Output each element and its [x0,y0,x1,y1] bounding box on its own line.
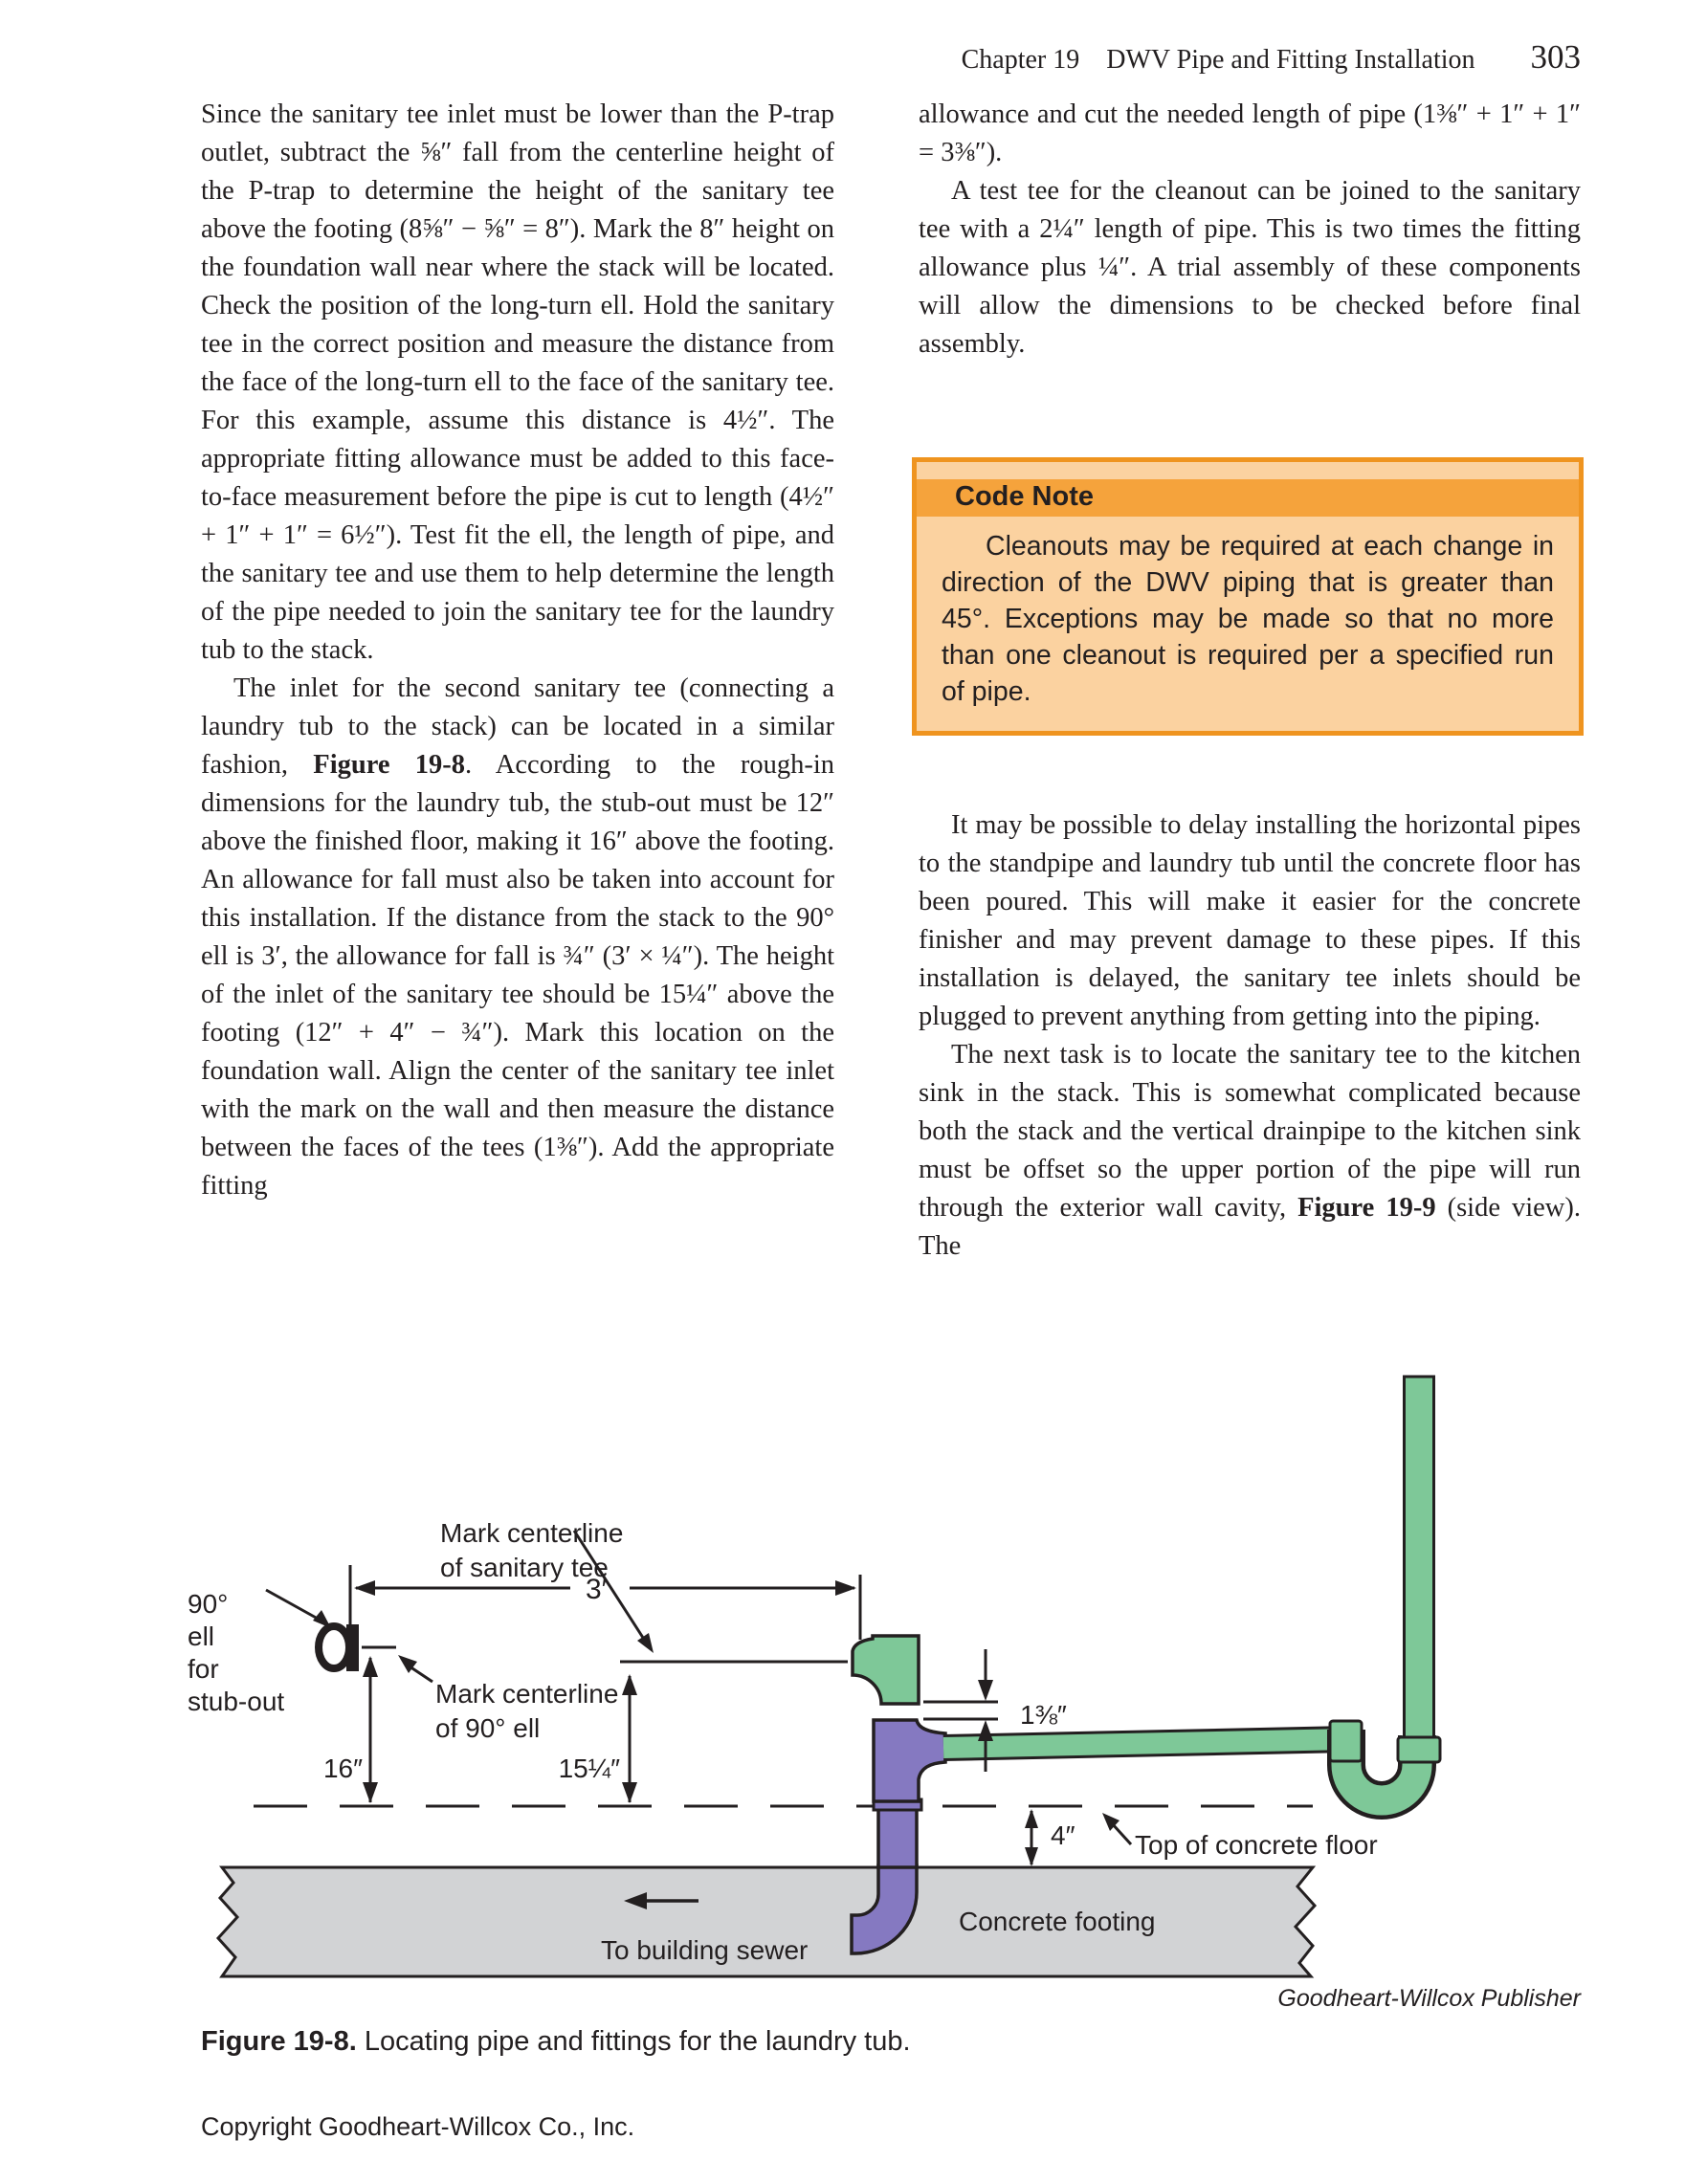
horizontal-pipe-shape [943,1739,1349,1748]
mark-tee-label: of sanitary tee [440,1553,609,1582]
top-of-floor-label: Top of concrete floor [1135,1830,1378,1860]
arrowhead-down-icon [622,1782,637,1803]
arrowhead-down-icon [978,1680,993,1701]
figure-credit: Goodheart-Willcox Publisher [1277,1985,1581,2012]
running-header [201,38,1581,77]
arrowhead-icon [637,1633,654,1653]
paragraph: It may be possible to delay installing the horizontal pipes to the standpipe and laundry tub until the concrete floor has been poured. This will make it easier for the concrete finisher and may prevent damage to these pipes. If this installation is delayed, the sanitary tee inlets should be plugged to prevent anything from getting into the piping. [919,810,1581,1031]
paragraph: Since the sanitary tee inlet must be lower than the P-trap outlet, subtract the ⅝″ fall from the centerline height of the P-trap to determine the height of the sanitary tee above the footing (8⅝″ − ⅝″ = 8″). Mark the 8″ height on the foundation wall near where the stack will be located. Check the position of the long-turn ell. Hold the sanitary tee in the correct position and measure the distance from the face of the long-turn ell to the face of the sanitary tee. For this example, assume this distance is 4½″. The appropriate fitting allowance must be added to this face-to-face measurement before the pipe is cut to length (4½″ + 1″ + 1″ = 6½″). Test fit the ell, the length of pipe, and the sanitary tee and use them to help determine the length of the pipe needed to join the sanitary tee for the laundry tub to the stack. [201,99,834,665]
dim-4-label: 4″ [1051,1820,1075,1850]
left-column [201,96,834,1205]
arrowhead-up-icon [622,1674,637,1695]
paragraph [201,670,834,1205]
ell-label: 90° [188,1589,229,1619]
stack-pipe-shape [878,1808,917,1867]
footing-label: Concrete footing [959,1907,1156,1936]
figure-reference: Figure 19-8 [313,750,465,780]
ninety-ell-symbol [319,1626,349,1668]
chapter-label: Chapter 19 [961,45,1080,75]
paragraph [919,1036,1581,1266]
right-column-upper [919,96,1581,364]
code-note-title: Code Note [917,479,1579,517]
figure-caption-number: Figure 19-8. [201,2026,357,2057]
mark-tee-label: Mark centerline [440,1518,624,1548]
paragraph: A test tee for the cleanout can be joined to the sanitary tee with a 2¼″ length of pipe. This is two times the fitting allowance plus ¼″. A trial assembly of these components will allow the dimensions to be checked before final assembly. [919,176,1581,359]
top-of-floor-leader [1112,1823,1131,1844]
figure-caption [201,2026,1349,2058]
ell-leader [266,1590,318,1619]
dim-16-label: 16″ [322,1754,363,1783]
mark-ell-label: Mark centerline [435,1679,619,1709]
pipe-diagram-svg [134,1320,1588,2028]
paragraph: allowance and cut the needed length of pipe (1⅜″ + 1″ + 1″ = 3⅜″). [919,99,1581,167]
ell-label: for [188,1654,219,1684]
arrowhead-icon [313,1610,331,1628]
paragraph-text: The next task is to locate the sanitary tee to the kitchen sink in the stack. This is somewhat complicated because both the stack and the vertical drainpipe to the kitchen sink must be offset so the upper portion of the pipe will run through the exterior wall cavity, [919,1040,1581,1223]
arrowhead-left-icon [354,1580,375,1596]
chapter-title: DWV Pipe and Fitting Installation [1106,45,1475,75]
trap-inlet-hub [1330,1721,1362,1761]
paragraph-text: . According to the rough-in dimensions for the laundry tub, the stub-out must be 12″ above the finished floor, making it 16″ above the footing. An allowance for fall must also be taken into account for this installation. If the distance from the stack to the 90° ell is 3′, the allowance for fall is ¾″ (3′ × ¼″). The height of the inlet of the sanitary tee should be 15¼″ above the footing (12″ + 4″ − ¾″). Mark this location on the foundation wall. Align the center of the sanitary tee inlet with the mark on the wall and then measure the distance between the faces of the tees (1⅜″). Add the appropriate fitting [201,750,834,1201]
stack-sanitary-tee-shape [874,1720,945,1801]
arrowhead-right-icon [835,1580,856,1596]
page-number: 303 [1530,38,1581,76]
figure-reference: Figure 19-9 [1297,1193,1436,1223]
arrowhead-up-icon [1025,1809,1038,1828]
dim-1te-label: 1⅜″ [1020,1700,1067,1730]
code-note-body: Cleanouts may be required at each change in direction of the DWV piping that is greater than 45°. Exceptions may be made so that no more than one cleanout is required per a specified run of pipe. [942,531,1554,707]
arrowhead-down-icon [363,1782,378,1803]
code-note-box [912,457,1584,736]
mark-ell-leader [410,1666,432,1682]
to-sewer-label: To building sewer [601,1935,809,1965]
copyright-footer: Copyright Goodheart-Willcox Co., Inc. [201,2112,635,2141]
dim-15q-label: 15¼″ [558,1754,620,1783]
arrowhead-down-icon [1025,1847,1038,1866]
arrowhead-up-icon [363,1656,378,1677]
code-note-top-strip [917,462,1579,479]
figure-19-8-diagram [134,1320,1588,2028]
arrowhead-up-icon [978,1720,993,1741]
dim-3ft-label: 3′ [586,1574,608,1605]
green-sanitary-tee-shape [853,1636,919,1704]
figure-caption-text: Locating pipe and fittings for the laundry tub. [356,2026,911,2057]
trap-outlet-hub [1398,1737,1440,1762]
right-column-lower [919,806,1581,1266]
paragraph-text: The inlet for the second sanitary tee (connecting a laundry tub to the stack) can be located in a similar fashion, [201,673,834,780]
paragraph-text: (side view). The [919,1193,1582,1261]
mark-ell-label: of 90° ell [435,1713,541,1743]
ell-label: ell [188,1621,215,1651]
ell-label: stub-out [188,1687,285,1716]
